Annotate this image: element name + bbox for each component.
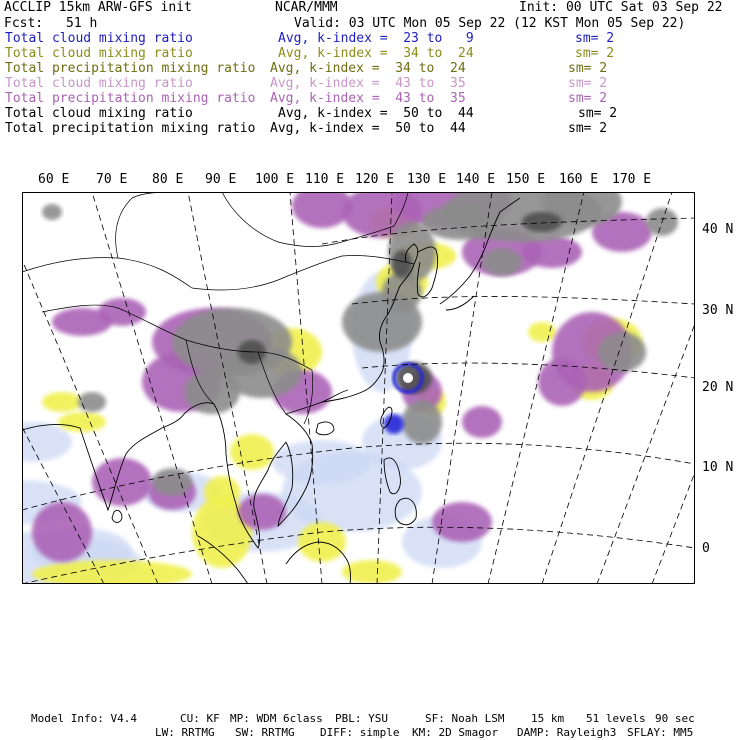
cloud-patch [42,204,62,220]
longitude-label: 160 E [559,172,599,187]
footer-pbl: PBL: YSU [335,712,388,725]
center-label: NCAR/MMM [275,0,338,15]
field-name: Total precipitation mixing ratio [5,121,256,136]
footer-sf: SF: Noah LSM [425,712,505,725]
field-range: Avg, k-index = 50 to 44 [278,106,474,121]
cloud-patch [204,476,240,508]
valid-time: Valid: 03 UTC Mon 05 Sep 22 (12 KST Mon 05 Sep 22) [294,16,686,31]
cloud-patch [98,298,146,326]
field-name: Total cloud mixing ratio [5,46,193,61]
field-smoothing: sm= 2 [568,76,608,91]
field-smoothing: sm= 2 [568,91,608,106]
forecast-label: Fcst: [4,16,44,31]
longitude-label: 130 E [407,172,447,187]
longitude-label: 100 E [255,172,295,187]
cloud-patch [272,440,372,484]
cloud-patch [42,392,82,412]
footer-model-info: Model Info: V4.4 [31,712,137,725]
field-range: Avg, k-index = 43 to 35 [270,76,466,91]
field-name: Total precipitation mixing ratio [5,61,256,76]
latitude-label: 40 N [702,222,734,237]
field-name: Total precipitation mixing ratio [5,91,256,106]
footer-damp: DAMP: Rayleigh3 [517,726,617,739]
cloud-patch [528,322,556,342]
field-range: Avg, k-index = 23 to 9 [278,31,474,46]
footer-diff: DIFF: simple [320,726,400,739]
cloud-patch [402,400,442,444]
longitude-label: 140 E [456,172,496,187]
longitude-label: 90 E [205,172,237,187]
cloud-patch [78,392,106,412]
cloud-patch [32,502,92,562]
field-smoothing: sm= 2 [568,61,608,76]
footer-sw: SW: RRTMG [235,726,295,739]
footer-sflay: SFLAY: MM5 [627,726,694,739]
field-range: Avg, k-index = 43 to 35 [270,91,466,106]
field-name: Total cloud mixing ratio [5,106,193,121]
cloud-patch [482,248,522,276]
longitude-label: 110 E [305,172,345,187]
cloud-patch [58,412,106,432]
footer-cu: CU: KF [180,712,220,725]
longitude-label: 120 E [355,172,395,187]
field-smoothing: sm= 2 [578,106,618,121]
model-title: ACCLIP 15km ARW-GFS init [4,0,192,15]
field-range: Avg, k-index = 50 to 44 [270,121,466,136]
latitude-label: 30 N [702,303,734,318]
field-range: Avg, k-index = 34 to 24 [278,46,474,61]
cloud-patch [462,406,502,438]
footer-km: KM: 2D Smagor [412,726,499,739]
field-name: Total cloud mixing ratio [5,31,193,46]
longitude-label: 70 E [96,172,128,187]
cloud-patch [432,502,492,542]
longitude-label: 150 E [506,172,546,187]
cloud-patch [598,332,646,372]
longitude-label: 60 E [38,172,70,187]
footer-resolution: 15 km [531,712,565,725]
footer-lw: LW: RRTMG [155,726,215,739]
footer-timestep: 90 sec [655,712,695,725]
field-name: Total cloud mixing ratio [5,76,193,91]
field-smoothing: sm= 2 [575,46,615,61]
cloud-patch [342,560,402,584]
longitude-label: 170 E [612,172,652,187]
cloud-patch [384,414,404,434]
footer-mp: MP: WDM 6class [230,712,323,725]
latitude-label: 10 N [702,460,734,475]
longitude-label: 80 E [152,172,184,187]
footer-levels: 51 levels [586,712,646,725]
typhoon-eye [403,373,413,383]
field-range: Avg, k-index = 34 to 24 [270,61,466,76]
latitude-label: 20 N [702,380,734,395]
latitude-label: 0 [702,541,710,556]
cloud-patch [152,468,192,496]
init-time: Init: 00 UTC Sat 03 Sep 22 [519,0,723,15]
field-smoothing: sm= 2 [568,121,608,136]
map-panel [22,192,695,584]
field-smoothing: sm= 2 [575,31,615,46]
cloud-patch [230,434,274,470]
forecast-hour: 51 h [66,16,98,31]
